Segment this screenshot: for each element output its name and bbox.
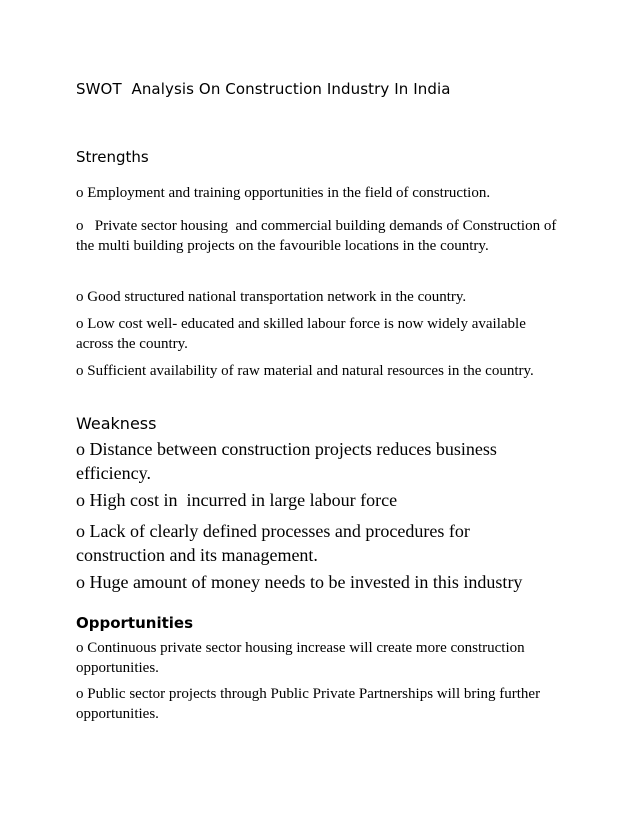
strength-item: o Good structured national transportation network in the country. [76, 289, 467, 305]
weakness-item: o Distance between construction projects reduces business efficiency. [76, 439, 497, 483]
strength-item: o Private sector housing and commercial building demands of Construction of the multi building projects on the favourible locations in the country. [76, 218, 561, 254]
opportunity-item: o Public sector projects through Public Private Partnerships will bring further opportunities. [76, 686, 541, 722]
strengths-heading: Strengths [76, 148, 149, 166]
strength-item: o Sufficient availability of raw material and natural resources in the country. [76, 363, 534, 379]
opportunities-heading: Opportunities [76, 614, 194, 632]
weakness-heading: Weakness [76, 414, 157, 433]
document-title: SWOT Analysis On Construction Industry In India [76, 80, 451, 98]
weakness-item: o Huge amount of money needs to be invested in this industry [76, 572, 523, 592]
opportunity-item: o Continuous private sector housing increase will create more construction opportunities. [76, 640, 525, 676]
weakness-item: o Lack of clearly defined processes and procedures for construction and its management. [76, 521, 470, 565]
weakness-item: o High cost in incurred in large labour force [76, 490, 398, 510]
strength-item: o Low cost well- educated and skilled labour force is now widely available across the country. [76, 316, 526, 352]
strength-item: o Employment and training opportunities in the field of construction. [76, 185, 491, 201]
